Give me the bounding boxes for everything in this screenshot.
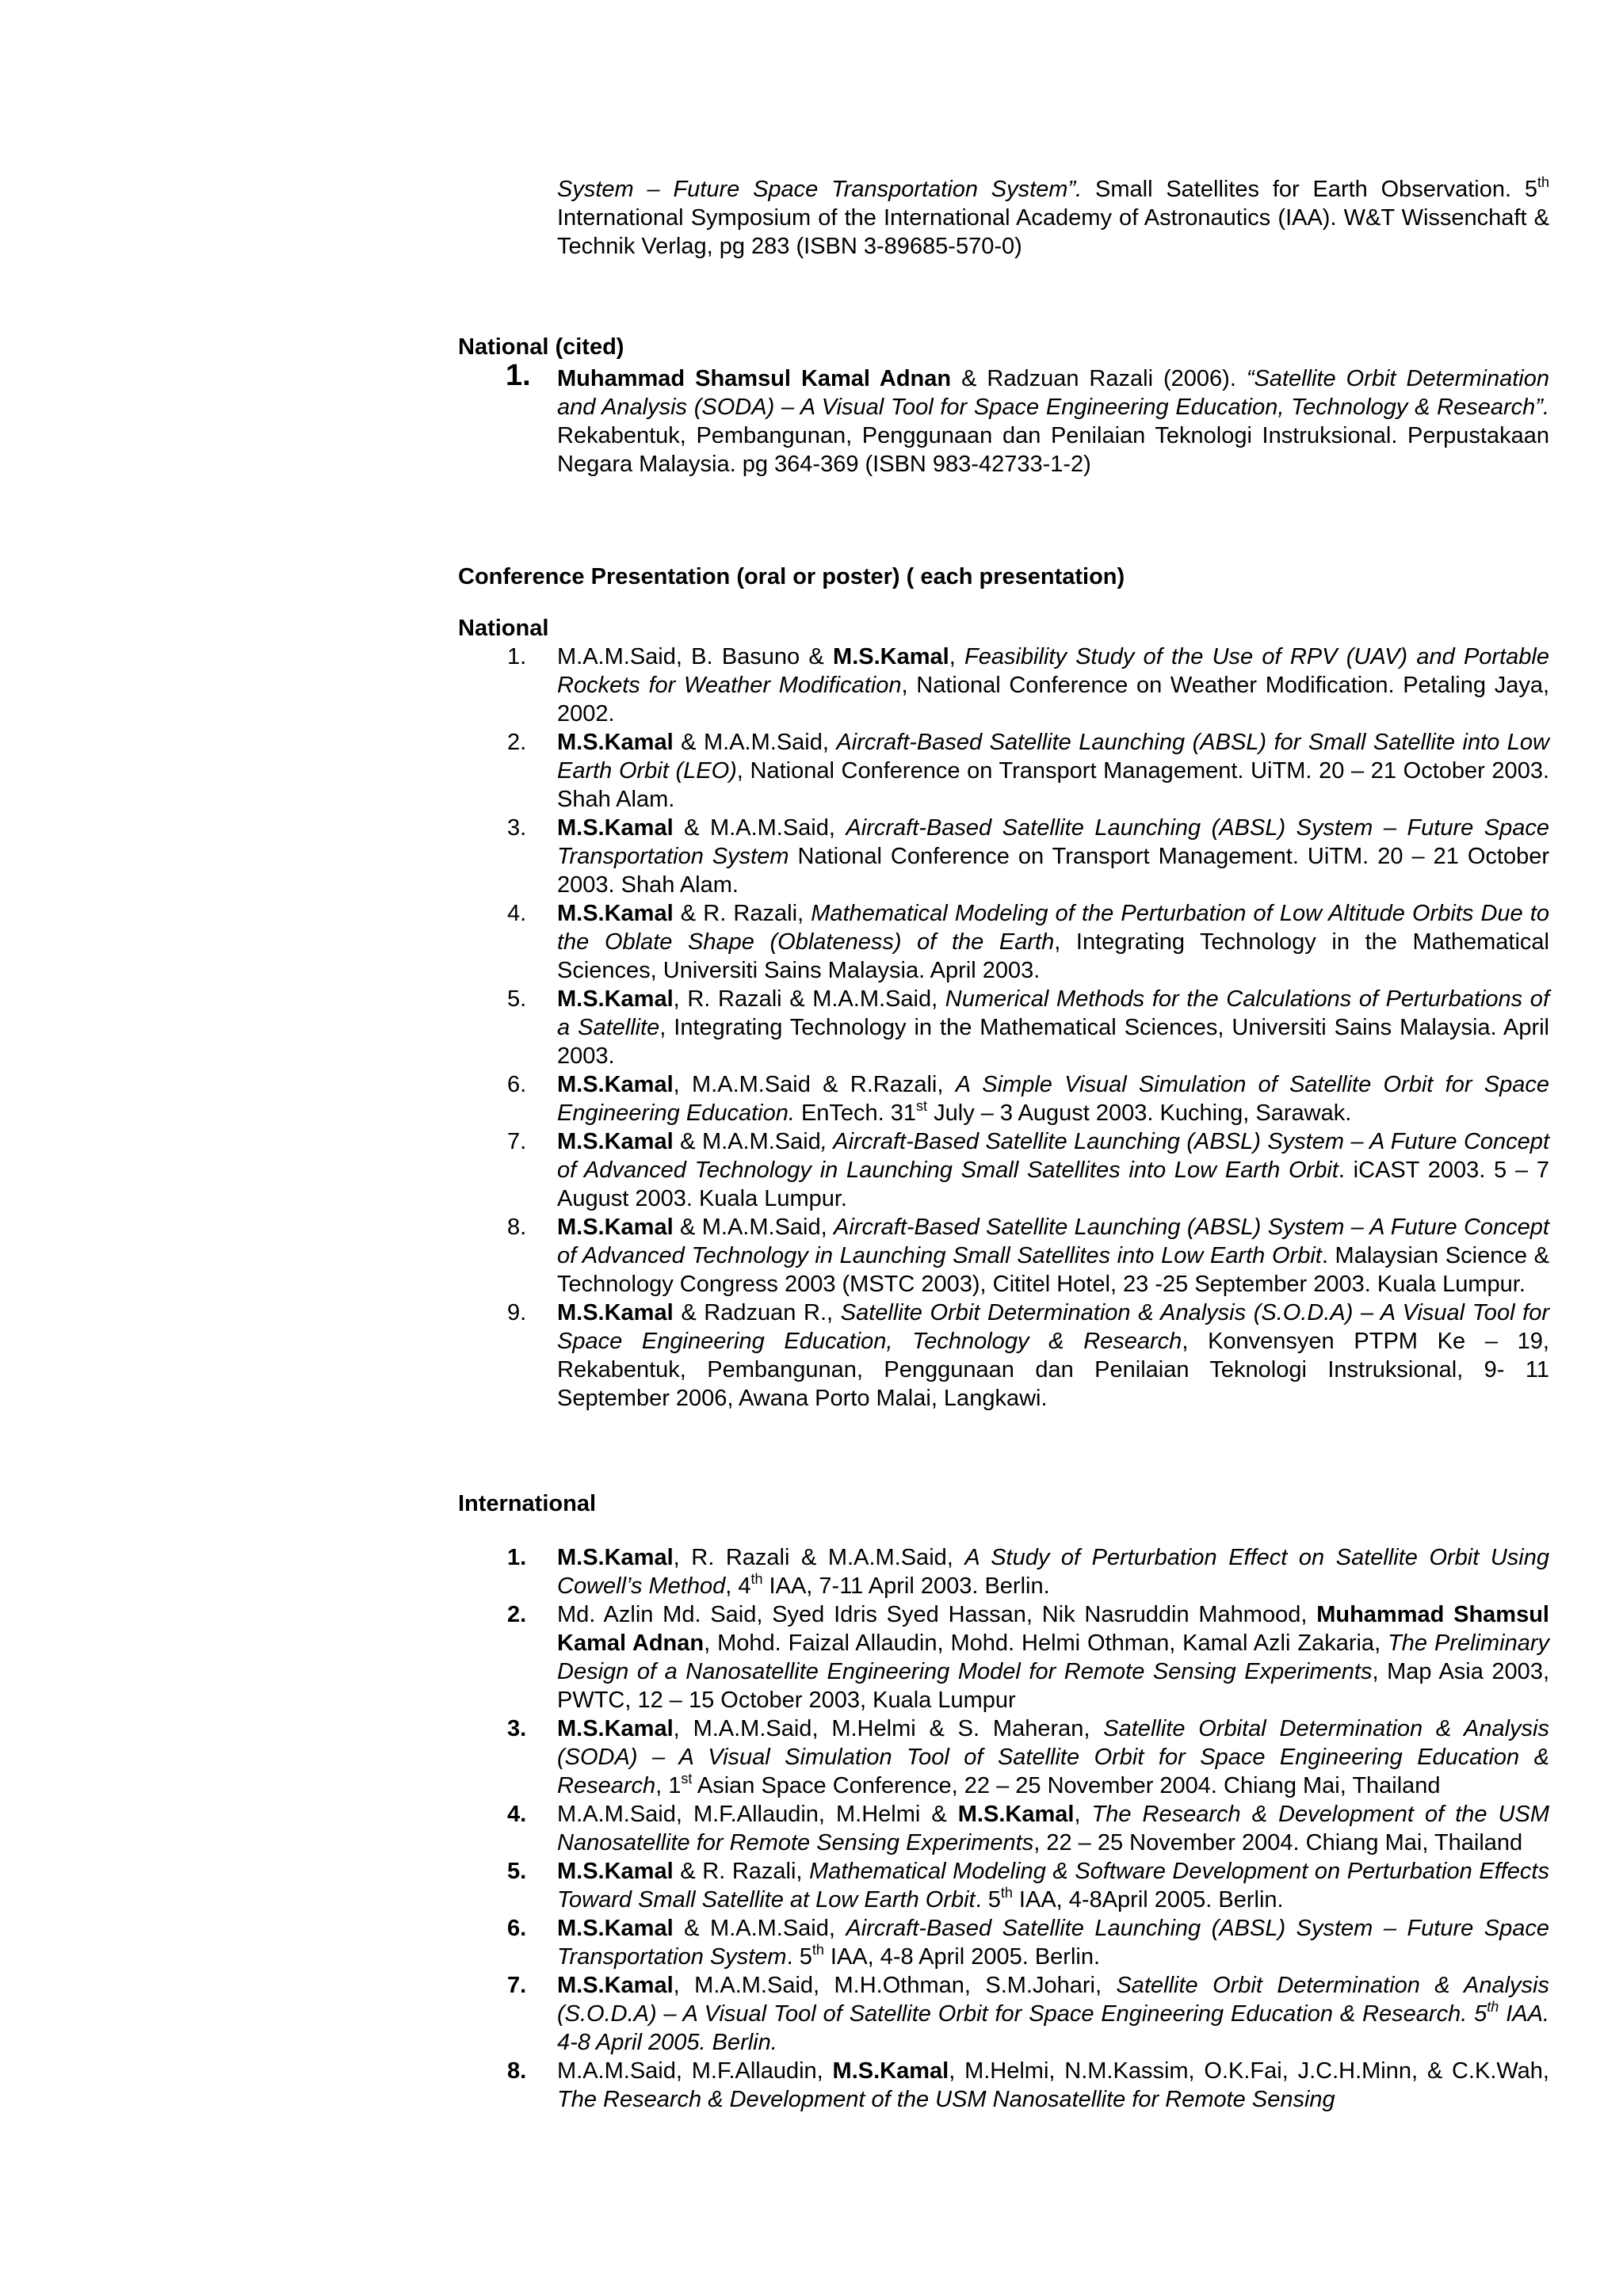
list-item — [458, 1299, 1549, 1413]
list-item — [458, 1213, 1549, 1299]
text-segment: & M.A.M.Said, — [673, 815, 846, 841]
text-segment: , — [949, 644, 965, 669]
item-number: 3. — [507, 1716, 527, 1741]
text-segment: & M.A.M.Said, — [673, 1215, 834, 1240]
citation-rest: Rekabentuk, Pembangunan, Penggunaan dan Penilaian Teknologi Instruksional. Perpustakaan Negara Malaysia. pg 364-369 (ISBN 983-42733-1-2) — [557, 423, 1549, 477]
author-bold: Muhammad Shamsul Kamal Adnan — [557, 366, 952, 391]
list-item — [458, 1971, 1549, 2057]
citation-title: A Simple Visual Simulation of Satellite Orbit for Space Engineering Education. — [557, 1072, 1549, 1126]
author-bold: Muhammad Shamsul Kamal Adnan — [557, 1602, 1549, 1656]
text-segment: . Malaysian Science & Technology Congress 2003 (MSTC 2003), Cititel Hotel, 23 -25 September 2003. Kuala Lumpur. — [557, 1243, 1549, 1297]
list-item — [458, 899, 1549, 985]
citation-title: The Research & Development of the USM Nanosatellite for Remote Sensing Experiments — [557, 1802, 1549, 1855]
text-segment: IAA, 4-8April 2005. Berlin. — [1012, 1887, 1284, 1913]
list-item — [458, 814, 1549, 899]
text-segment: , National Conference on Transport Management. UiTM. 20 – 21 October 2003. Shah Alam. — [557, 758, 1550, 812]
author-bold: M.S.Kamal — [557, 901, 674, 926]
text-segment: & M.A.M.Said, — [673, 730, 837, 755]
text-segment: IAA, 7-11 April 2003. Berlin. — [762, 1573, 1050, 1599]
international-presentations-list — [458, 1543, 1549, 2114]
text-segment: & M.A.M.Said, — [673, 1916, 846, 1941]
item-number: 6. — [507, 1916, 527, 1941]
text-segment: , Map Asia 2003, PWTC, 12 – 15 October 2003, Kuala Lumpur — [557, 1659, 1550, 1713]
text-segment: , R. Razali & M.A.M.Said, — [673, 1545, 965, 1570]
text-segment: Md. Azlin Md. Said, Syed Idris Syed Hassan, Nik Nasruddin Mahmood, — [557, 1602, 1317, 1627]
text-segment: & R. Razali, — [673, 1859, 810, 1884]
citation-title: Aircraft-Based Satellite Launching (ABSL) System – Future Space Transportation System — [557, 815, 1549, 869]
text-segment: July – 3 August 2003. Kuching, Sarawak. — [927, 1100, 1352, 1126]
list-item — [458, 1800, 1549, 1857]
item-number: 7. — [507, 1129, 527, 1154]
national-cited-list — [458, 359, 1549, 479]
item-number: 1. — [506, 359, 531, 392]
text-segment: , National Conference on Weather Modification. Petaling Jaya, 2002. — [557, 673, 1550, 727]
text-segment: th — [1000, 1885, 1013, 1901]
list-item — [458, 728, 1549, 814]
text-segment: . 5 — [975, 1887, 1001, 1913]
text-segment: , M.A.M.Said, M.H.Othman, S.M.Johari, — [673, 1973, 1117, 1998]
text-segment: & R. Razali, — [673, 901, 812, 926]
list-item — [458, 1714, 1549, 1800]
citation-title: “Satellite Orbit Determination and Analysis (SODA) – A Visual Tool for Space Engineering Education, Technology & Research”. — [557, 366, 1549, 420]
item-number: 2. — [507, 1602, 527, 1627]
citation-title: Aircraft-Based Satellite Launching (ABSL) for Small Satellite into Low Earth Orbit (LEO) — [557, 730, 1549, 784]
citation-title: The Research & Development of the USM Nanosatellite for Remote Sensing — [557, 2087, 1335, 2112]
text-segment: th — [812, 1942, 824, 1958]
author-bold: M.S.Kamal — [557, 1072, 674, 1097]
citation-title: Numerical Methods for the Calculations of Perturbations of a Satellite — [557, 986, 1549, 1040]
text-segment: , — [1074, 1802, 1092, 1827]
author-bold: M.S.Kamal — [557, 1129, 674, 1154]
author-bold: M.S.Kamal — [557, 986, 674, 1012]
author-bold: M.S.Kamal — [557, 1973, 674, 1998]
text-segment: M.A.M.Said, M.F.Allaudin, — [557, 2058, 833, 2084]
text-segment: . 5 — [786, 1944, 812, 1970]
author-bold: M.S.Kamal — [832, 2058, 949, 2084]
item-number: 1. — [507, 1545, 527, 1570]
citation-title: A Study of Perturbation Effect on Satellite Orbit Using Cowell’s Method — [557, 1545, 1550, 1599]
author-bold: M.S.Kamal — [557, 1859, 674, 1884]
item-number: 1. — [507, 644, 527, 669]
list-item — [458, 1857, 1549, 1914]
list-item — [458, 2057, 1549, 2114]
text-segment: th — [750, 1571, 763, 1587]
heading-national-cited: National (cited) — [458, 334, 624, 360]
author-bold: M.S.Kamal — [557, 1916, 674, 1941]
citation-title: , Aircraft-Based Satellite Launching (ABSL) System – A Future Concept of Advanced Technology in Launching Small Satellites into Low Earth Orbit — [557, 1129, 1549, 1183]
text-segment: . iCAST 2003. 5 – 7 August 2003. Kuala Lumpur. — [557, 1158, 1549, 1211]
author-bold: M.S.Kamal — [957, 1802, 1075, 1827]
item-number: 7. — [507, 1973, 527, 1998]
citation-title: Satellite Orbital Determination & Analysis (SODA) – A Visual Simulation Tool of Satellite Orbit for Space Engineering Education & Research — [557, 1716, 1549, 1798]
national-presentations-list — [458, 643, 1549, 1413]
author-bold: M.S.Kamal — [557, 1545, 674, 1570]
text-segment: , 22 – 25 November 2004. Chiang Mai, Thailand — [1033, 1830, 1523, 1855]
text-segment: , M.A.M.Said & R.Razali, — [673, 1072, 956, 1097]
heading-national: National — [458, 616, 549, 641]
text-segment: , 1 — [655, 1773, 682, 1798]
authors-text: & Radzuan Razali (2006). — [951, 366, 1247, 391]
intro-continuation — [557, 175, 1549, 261]
list-item — [458, 1070, 1549, 1127]
text-segment: st — [681, 1771, 693, 1787]
intro-text: Small Satellites for Earth Observation. 5 — [1082, 177, 1537, 202]
text-segment: , R. Razali & M.A.M.Said, — [673, 986, 945, 1012]
text-segment: th — [1487, 1999, 1499, 2015]
citation-title: Satellite Orbit Determination & Analysis (S.O.D.A) – A Visual Tool for Space Engineering Education, Technology & Research — [557, 1300, 1549, 1354]
list-item — [458, 1914, 1549, 1971]
heading-international: International — [458, 1491, 597, 1516]
author-bold: M.S.Kamal — [833, 644, 949, 669]
text-segment: & Radzuan R., — [673, 1300, 841, 1325]
text-segment: National Conference on Transport Management. UiTM. 20 – 21 October 2003. Shah Alam. — [557, 844, 1549, 898]
text-segment: , M.A.M.Said, M.Helmi & S. Maheran, — [673, 1716, 1104, 1741]
heading-conference-presentation: Conference Presentation (oral or poster) ( each presentation) — [458, 564, 1125, 589]
list-item — [458, 643, 1549, 728]
text-segment: , Mohd. Faizal Allaudin, Mohd. Helmi Othman, Kamal Azli Zakaria, — [704, 1630, 1388, 1656]
citation-title: IAA. 4-8 April 2005. Berlin. — [557, 2001, 1549, 2055]
author-bold: M.S.Kamal — [557, 1716, 674, 1741]
item-number: 9. — [507, 1300, 527, 1325]
citation-title: Aircraft-Based Satellite Launching (ABSL) System – Future Space Transportation System — [557, 1916, 1549, 1970]
author-bold: M.S.Kamal — [557, 1300, 674, 1325]
text-segment: EnTech. 31 — [794, 1100, 917, 1126]
text-segment: IAA, 4-8 April 2005. Berlin. — [823, 1944, 1101, 1970]
intro-sup: th — [1537, 174, 1549, 190]
text-segment: , Integrating Technology in the Mathematical Sciences, Universiti Sains Malaysia. April 2003. — [557, 1015, 1550, 1069]
author-bold: M.S.Kamal — [557, 730, 674, 755]
citation-title: The Preliminary Design of a Nanosatellite Engineering Model for Remote Sensing Experiments — [557, 1630, 1549, 1684]
citation-title: Aircraft-Based Satellite Launching (ABSL) System – A Future Concept of Advanced Technology in Launching Small Satellites into Low Earth Orbit — [557, 1215, 1549, 1268]
author-bold: M.S.Kamal — [557, 1215, 674, 1240]
text-segment: & M.A.M.Said — [673, 1129, 821, 1154]
item-number: 3. — [507, 815, 527, 841]
author-bold: M.S.Kamal — [557, 815, 674, 841]
text-segment: st — [916, 1098, 928, 1114]
item-number: 5. — [507, 986, 527, 1012]
item-number: 4. — [507, 901, 527, 926]
item-number: 8. — [507, 2058, 527, 2084]
citation-title: Mathematical Modeling & Software Development on Perturbation Effects Toward Small Satellite at Low Earth Orbit — [557, 1859, 1549, 1913]
intro-text-2: International Symposium of the International Academy of Astronautics (IAA). W&T Wissenchaft & Technik Verlag, pg 283 (ISBN 3-89685-570-0) — [557, 205, 1549, 259]
text-segment: , Konvensyen PTPM Ke – 19, Rekabentuk, Pembangunan, Penggunaan dan Penilaian Teknologi Instruksional, 9- 11 September 2006, Awana Porto Malai, Langkawi. — [557, 1329, 1549, 1411]
item-number: 8. — [507, 1215, 527, 1240]
item-number: 4. — [507, 1802, 527, 1827]
list-item — [458, 359, 1549, 479]
text-segment: , 4 — [725, 1573, 751, 1599]
list-item — [458, 1600, 1549, 1714]
text-segment: M.A.M.Said, B. Basuno & — [557, 644, 834, 669]
list-item — [458, 1543, 1549, 1600]
text-segment: M.A.M.Said, M.F.Allaudin, M.Helmi & — [557, 1802, 958, 1827]
text-segment: , M.Helmi, N.M.Kassim, O.K.Fai, J.C.H.Minn, & C.K.Wah, — [949, 2058, 1549, 2084]
item-number: 6. — [507, 1072, 527, 1097]
item-number: 2. — [507, 730, 527, 755]
text-segment: Asian Space Conference, 22 – 25 November 2004. Chiang Mai, Thailand — [692, 1773, 1441, 1798]
list-item — [458, 985, 1549, 1070]
item-number: 5. — [507, 1859, 527, 1884]
text-segment: , Integrating Technology in the Mathematical Sciences, Universiti Sains Malaysia. April 2003. — [557, 929, 1549, 983]
list-item — [458, 1127, 1549, 1213]
intro-title: System – Future Space Transportation System”. — [557, 177, 1083, 202]
citation-title: Feasibility Study of the Use of RPV (UAV) and Portable Rockets for Weather Modification — [557, 644, 1549, 698]
citation-title: Mathematical Modeling of the Perturbation of Low Altitude Orbits Due to the Oblate Shape (Oblateness) of the Earth — [557, 901, 1549, 955]
citation-title: Satellite Orbit Determination & Analysis (S.O.D.A) – A Visual Tool of Satellite Orbit for Space Engineering Education & Research. 5 — [557, 1973, 1549, 2027]
